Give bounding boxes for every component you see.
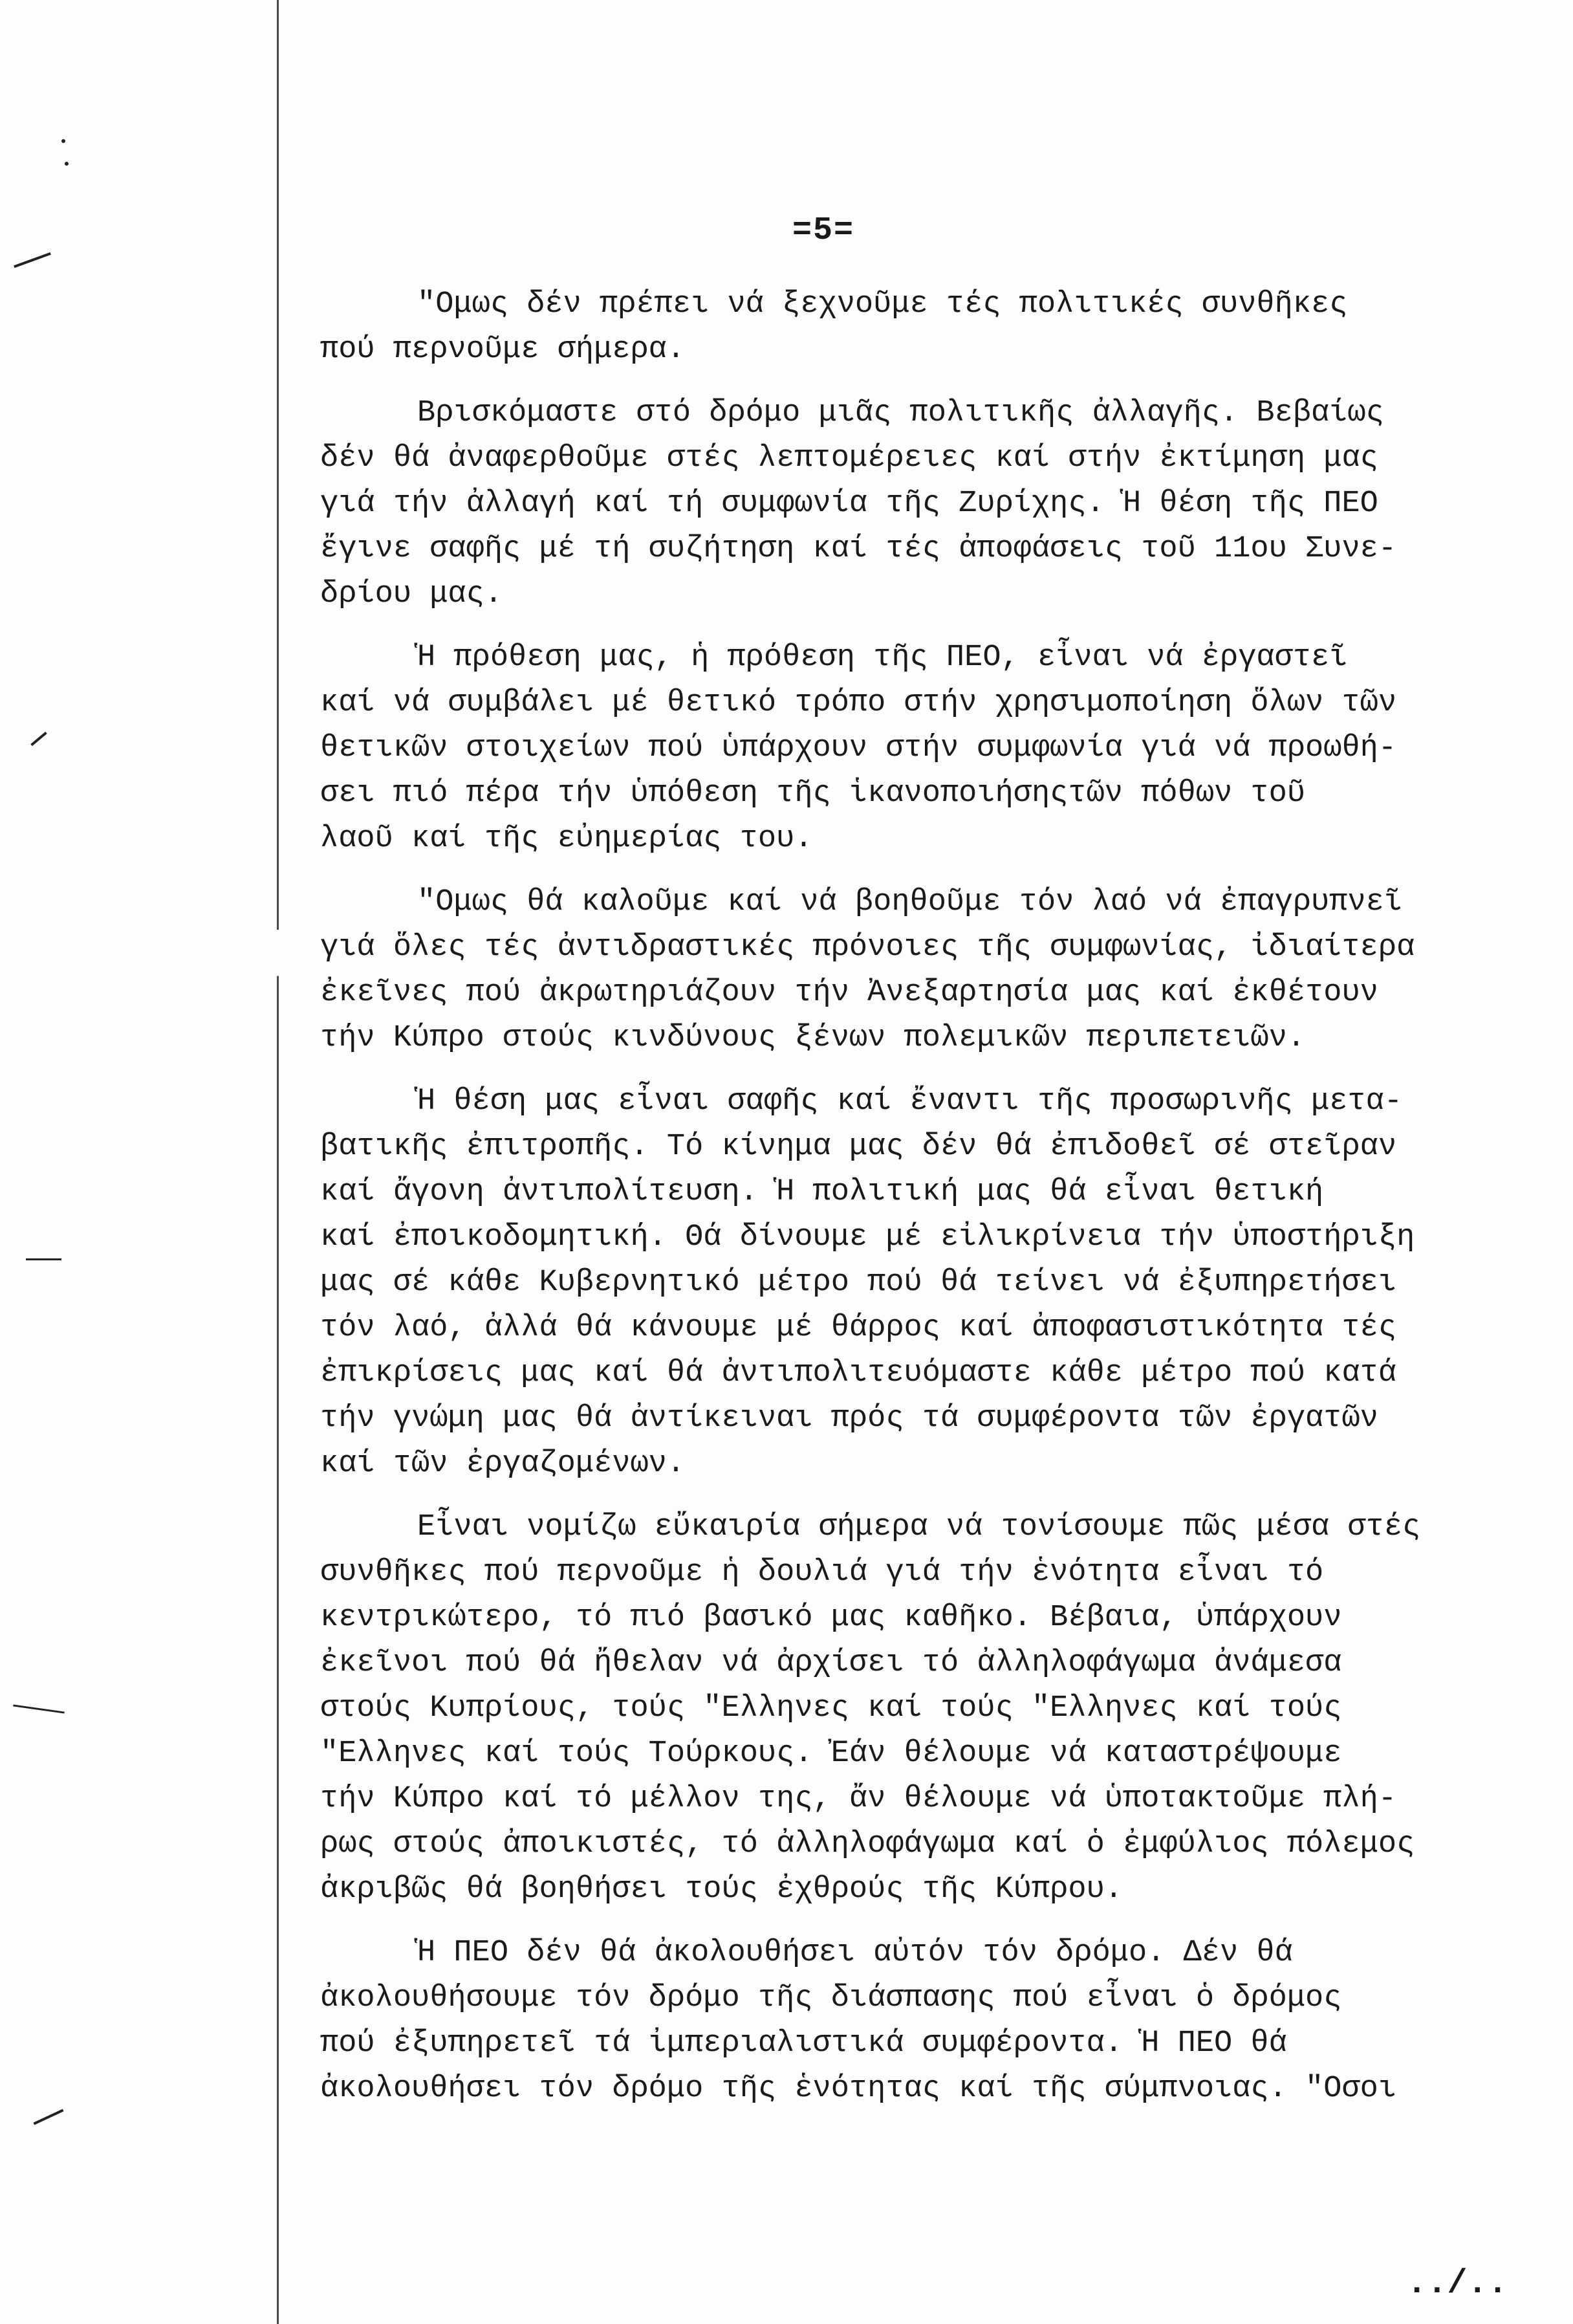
text-line: ἔγινε σαφῆς μέ τή συζήτηση καί τές ἀποφάσεις τοῦ 11ου Συνε- <box>320 532 1397 566</box>
text-line: Βρισκόμαστε στό δρόμο μιᾶς πολιτικῆς ἀλλαγῆς. Βεβαίως <box>417 396 1384 430</box>
text-line: κεντρικώτερο, τό πιό βασικό μας καθῆκο. Βέβαια, ὑπάρχουν <box>320 1601 1342 1635</box>
text-line: λαοῦ καί τῆς εὐημερίας του. <box>320 822 813 856</box>
text-line: ἐκεῖνοι πού θά ἤθελαν νά ἀρχίσει τό ἀλληλοφάγωμα ἀνάμεσα <box>320 1646 1342 1680</box>
paragraph-7 <box>320 1931 1504 2112</box>
text-line: μας σέ κάθε Κυβερνητικό μέτρο πού θά τείνει νά ἐξυπηρετήσει <box>320 1266 1397 1300</box>
margin-mark <box>33 2109 63 2125</box>
paragraph-6 <box>320 1505 1504 1913</box>
text-line: τήν γνώμη μας θά ἀντίκειναι πρός τά συμφέροντα τῶν ἐργατῶν <box>320 1401 1378 1436</box>
text-line: ἀκολουθήσουμε τόν δρόμο τῆς διάσπασης πού εἶναι ὁ δρόμος <box>320 1981 1342 2015</box>
paragraph-2 <box>320 391 1504 617</box>
margin-mark <box>65 162 69 166</box>
text-line: ἐπικρίσεις μας καί θά ἀντιπολιτευόμαστε κάθε μέτρο πού κατά <box>320 1356 1397 1390</box>
text-line: τήν Κύπρο στούς κινδύνους ξένων πολεμικῶν περιπετειῶν. <box>320 1021 1306 1055</box>
text-line: ἀκριβῶς θά βοηθήσει τούς ἐχθρούς τῆς Κύπρου. <box>320 1872 1123 1907</box>
text-line: Ἡ θέση μας εἶναι σαφῆς καί ἔναντι τῆς προσωρινῆς μετα- <box>417 1084 1403 1119</box>
text-line: δέν θά ἀναφερθοῦμε στές λεπτομέρειες καί στήν ἐκτίμηση μας <box>320 441 1378 476</box>
text-line: καί ἐποικοδομητική. Θά δίνουμε μέ εἰλικρίνεια τήν ὑποστήριξη <box>320 1220 1415 1255</box>
continuation-mark: ../.. <box>1407 2264 1508 2303</box>
text-line: βατικῆς ἐπιτροπῆς. Τό κίνημα μας δέν θά ἐπιδοθεῖ σέ στεῖραν <box>320 1130 1397 1164</box>
text-line: "Ομως θά καλοῦμε καί νά βοηθοῦμε τόν λαό νά ἐπαγρυπνεῖ <box>417 885 1403 919</box>
paragraph-5 <box>320 1079 1504 1487</box>
text-line: "Ελληνες καί τούς Τούρκους. Ἐάν θέλουμε νά καταστρέψουμε <box>320 1737 1342 1771</box>
margin-mark <box>30 732 47 746</box>
margin-mark <box>26 1258 61 1260</box>
text-line: πού περνοῦμε σήμερα. <box>320 333 686 367</box>
text-line: θετικῶν στοιχείων πού ὑπάρχουν στήν συμφωνία γιά νά προωθή- <box>320 731 1397 765</box>
text-line: συνθῆκες πού περνοῦμε ἡ δουλιά γιά τήν ἑνότητα εἶναι τό <box>320 1555 1324 1590</box>
text-line: καί ἄγονη ἀντιπολίτευση. Ἡ πολιτική μας θά εἶναι θετική <box>320 1175 1324 1209</box>
body-text <box>320 282 1504 2130</box>
margin-mark <box>61 139 65 143</box>
text-line: γιά τήν ἀλλαγή καί τή συμφωνία τῆς Ζυρίχης. Ἡ θέση τῆς ΠΕΟ <box>320 487 1378 521</box>
text-line: Ἡ πρόθεση μας, ἡ πρόθεση τῆς ΠΕΟ, εἶναι νά ἐργαστεῖ <box>417 641 1348 675</box>
text-line: "Ομως δέν πρέπει νά ξεχνοῦμε τές πολιτικές συνθῆκες <box>417 287 1348 322</box>
text-line: στούς Κυπρίους, τούς "Ελληνες καί τούς "Ελληνες καί τούς <box>320 1691 1342 1726</box>
paragraph-4 <box>320 880 1504 1061</box>
text-line: καί τῶν ἐργαζομένων. <box>320 1447 686 1481</box>
margin-mark <box>14 252 51 268</box>
paragraph-3 <box>320 635 1504 862</box>
text-line: τήν Κύπρο καί τό μέλλον της, ἄν θέλουμε νά ὑποτακτοῦμε πλή- <box>320 1782 1397 1816</box>
page-number: =5= <box>792 212 855 249</box>
text-line: Ἡ ΠΕΟ δέν θά ἀκολουθήσει αὐτόν τόν δρόμο. Δέν θά <box>417 1936 1293 1970</box>
text-line: σει πιό πέρα τήν ὑπόθεση τῆς ἱκανοποιήσηςτῶν πόθων τοῦ <box>320 776 1306 811</box>
text-line: τόν λαό, ἀλλά θά κάνουμε μέ θάρρος καί ἀποφασιστικότητα τές <box>320 1311 1397 1345</box>
paragraph-1 <box>320 282 1504 373</box>
text-line: ἐκεῖνες πού ἀκρωτηριάζουν τήν Ἀνεξαρτησία μας καί ἐκθέτουν <box>320 976 1378 1010</box>
text-line: γιά ὅλες τές ἀντιδραστικές πρόνοιες τῆς συμφωνίας, ἰδιαίτερα <box>320 930 1415 965</box>
text-line: καί νά συμβάλει μέ θετικό τρόπο στήν χρησιμοποίηση ὅλων τῶν <box>320 686 1397 720</box>
left-margin-rule <box>277 0 279 2324</box>
text-line: Εἶναι νομίζω εὔκαιρία σήμερα νά τονίσουμε πῶς μέσα στές <box>417 1510 1421 1544</box>
text-line: ἀκολουθήσει τόν δρόμο τῆς ἑνότητας καί τῆς σύμπνοιας. "Οσοι <box>320 2072 1397 2106</box>
text-line: δρίου μας. <box>320 577 503 611</box>
text-line: πού ἐξυπηρετεῖ τά ἰμπεριαλιστικά συμφέροντα. Ἡ ΠΕΟ θά <box>320 2026 1287 2061</box>
margin-mark <box>13 1704 65 1713</box>
text-line: ρως στούς ἀποικιστές, τό ἀλληλοφάγωμα καί ὁ ἐμφύλιος πόλεμος <box>320 1827 1415 1861</box>
